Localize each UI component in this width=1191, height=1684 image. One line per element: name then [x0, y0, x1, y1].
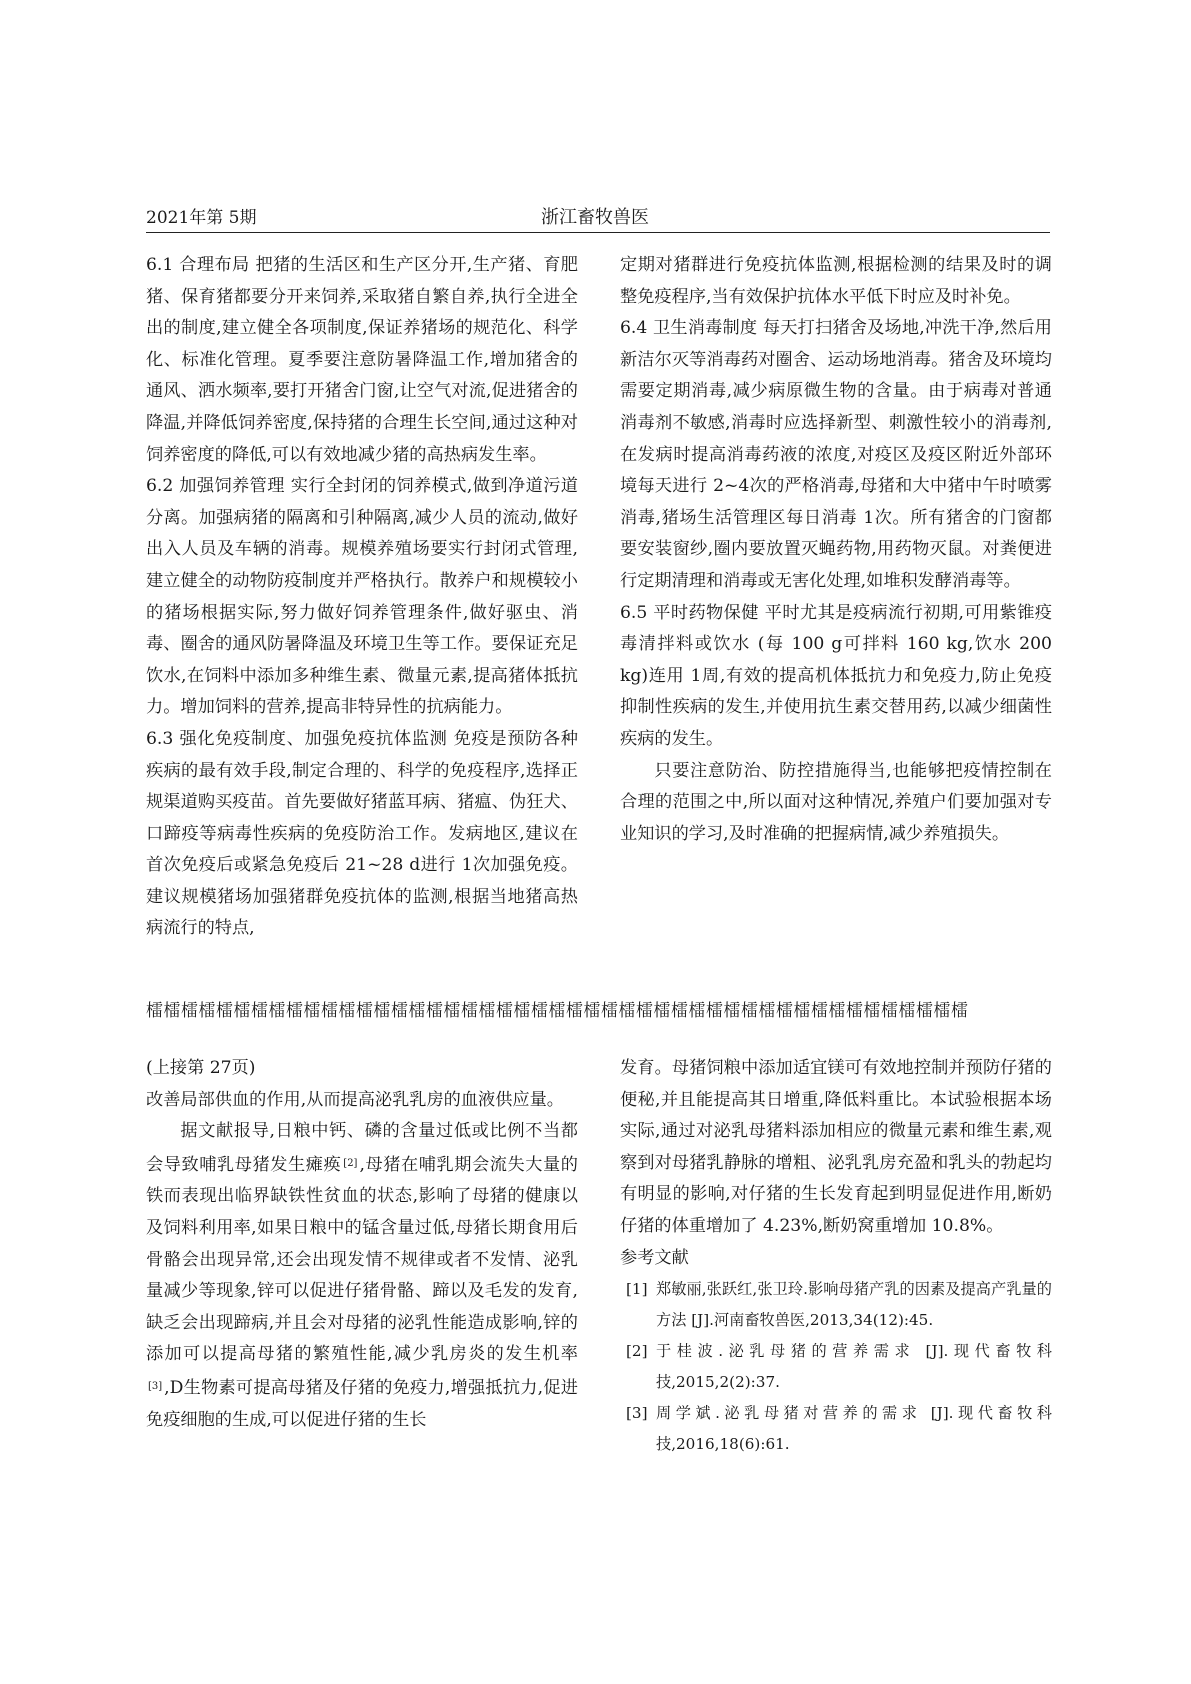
bottom-left-column — [146, 1053, 578, 1436]
reference-item — [620, 1274, 1052, 1336]
bottom-right-column — [620, 1053, 1052, 1460]
reference-text: 周学斌.泌乳母猪对营养的需求 [J].现代畜牧科技,2016,18(6):61. — [656, 1404, 1052, 1454]
paragraph-results: 发育。母猪饲粮中添加适宜镁可有效地控制并预防仔猪的便秘,并且能提高其日增重,降低料重比。本试验根据本场实际,通过对泌乳母猪料添加相应的微量元素和维生素,观察到对母猪乳静脉的增粗、泌乳乳房充盈和乳头的勃起均有明显的影响,对仔猪的生长发育起到明显促进作用,断奶仔猪的体重增加了 4.23%,断奶窝重增加 10.8%。 — [620, 1058, 1052, 1236]
paragraph-minerals-part-c: ,D生物素可提高母猪及仔猪的免疫力,增强抵抗力,促进免疫细胞的生成,可以促进仔猪的生长 — [146, 1377, 578, 1430]
continued-from-label: (上接第 27页) — [146, 1058, 256, 1078]
reference-number: [1] — [626, 1280, 648, 1299]
header-rule — [146, 232, 1050, 233]
references-heading: 参考文献 — [620, 1247, 689, 1268]
paragraph-minerals-part-a: 据文献报导,日粮中钙、磷的含量过低或比例不当都会导致哺乳母猪发生瘫痪 — [146, 1121, 578, 1175]
section-6-3: 6.3 强化免疫制度、加强免疫抗体监测 免疫是预防各种疾病的最有效手段,制定合理的、科学的免疫程序,选择正规渠道购买疫苗。首先要做好猪蓝耳病、猪瘟、伪狂犬、口蹄疫等病毒性疾病的免疫防治工作。发病地区,建议在首次免疫后或紧急免疫后 21~28 d进行 1次加强免疫。建议规模猪场加强猪群免疫抗体的监测,根据当地猪高热病流行的特点, — [146, 728, 578, 939]
section-6-4: 6.4 卫生消毒制度 每天打扫猪舍及场地,冲洗干净,然后用新洁尔灭等消毒药对圈舍、运动场地消毒。猪舍及环境均需要定期消毒,减少病原微生物的含量。由于病毒对普通消毒剂不敏感,消毒时应选择新型、刺激性较小的消毒剂,在发病时提高消毒药液的浓度,对疫区及疫区附近外部环境每天进行 2~4次的严格消毒,母猪和大中猪中午时喷雾消毒,猪场生活管理区每日消毒 1次。所有猪舍的门窗都要安装窗纱,圈内要放置灭蝇药物,用药物灭鼠。对粪便进行定期清理和消毒或无害化处理,如堆积发酵消毒等。 — [620, 318, 1052, 591]
paragraph-blood-supply: 改善局部供血的作用,从而提高泌乳乳房的血液供应量。 — [146, 1089, 564, 1110]
reference-text: 于桂波.泌乳母猪的营养需求 [J].现代畜牧科技,2015,2(2):37. — [656, 1342, 1052, 1392]
journal-title: 浙江畜牧兽医 — [541, 207, 649, 228]
citation-2: [2] — [343, 1157, 358, 1169]
section-6-5: 6.5 平时药物保健 平时尤其是疫病流行初期,可用紫锥疫毒清拌料或饮水 (每 100 g可拌料 160 kg,饮水 200 kg)连用 1周,有效的提高机体抵抗力和免疫力,防止免疫抑制性疾病的发生,并使用抗生素交替用药,以减少细菌性疾病的发生。 — [620, 602, 1052, 749]
top-right-column — [620, 250, 1052, 850]
reference-number: [2] — [626, 1342, 648, 1361]
section-6-3-continued: 定期对猪群进行免疫抗体监测,根据检测的结果及时的调整免疫程序,当有效保护抗体水平低下时应及时补免。 — [620, 255, 1052, 307]
citation-3: [3] — [148, 1380, 163, 1392]
reference-item — [620, 1398, 1052, 1460]
conclusion-paragraph: 只要注意防治、防控措施得当,也能够把疫情控制在合理的范围之中,所以面对这种情况,养殖户们要加强对专业知识的学习,及时准确的把握病情,减少养殖损失。 — [620, 760, 1052, 844]
reference-item — [620, 1336, 1052, 1398]
paragraph-minerals — [146, 1116, 578, 1436]
reference-number: [3] — [626, 1404, 648, 1423]
reference-text: 郑敏丽,张跃红,张卫玲.影响母猪产乳的因素及提高产乳量的方法 [J].河南畜牧兽医,2013,34(12):45. — [656, 1280, 1052, 1330]
section-6-2: 6.2 加强饲养管理 实行全封闭的饲养模式,做到净道污道分离。加强病猪的隔离和引种隔离,减少人员的流动,做好出入人员及车辆的消毒。规模养殖场要实行封闭式管理,建立健全的动物防疫制度并严格执行。散养户和规模较小的猪场根据实际,努力做好饲养管理条件,做好驱虫、消毒、圈舍的通风防暑降温及环境卫生等工作。要保证充足饮水,在饲料中添加多种维生素、微量元素,提高猪体抵抗力。增加饲料的营养,提高非特异性的抗病能力。 — [146, 476, 578, 718]
ornamental-divider: 檑檑檑檑檑檑檑檑檑檑檑檑檑檑檑檑檑檑檑檑檑檑檑檑檑檑檑檑檑檑檑檑檑檑檑檑檑檑檑檑檑檑檑檑檑檑檑 — [146, 1001, 969, 1021]
running-header — [146, 203, 1050, 233]
top-left-column — [146, 250, 578, 945]
issue-label: 2021年第 5期 — [146, 208, 257, 228]
section-6-1: 6.1 合理布局 把猪的生活区和生产区分开,生产猪、育肥猪、保育猪都要分开来饲养,采取猪自繁自养,执行全进全出的制度,建立健全各项制度,保证养猪场的规范化、科学化、标准化管理。夏季要注意防暑降温工作,增加猪舍的通风、洒水频率,要打开猪舍门窗,让空气对流,促进猪舍的降温,并降低饲养密度,保持猪的合理生长空间,通过这种对饲养密度的降低,可以有效地减少猪的高热病发生率。 — [146, 255, 578, 465]
paragraph-minerals-part-b: ,母猪在哺乳期会流失大量的铁而表现出临界缺铁性贫血的状态,影响了母猪的健康以及饲料利用率,如果日粮中的锰含量过低,母猪长期食用后骨骼会出现异常,还会出现发情不规律或者不发情、泌乳量减少等现象,锌可以促进仔猪骨骼、蹄以及毛发的发育,缺乏会出现蹄病,并且会对母猪的泌乳性能造成影响,锌的添加可以提高母猪的繁殖性能,减少乳房炎的发生机率 — [146, 1154, 578, 1365]
